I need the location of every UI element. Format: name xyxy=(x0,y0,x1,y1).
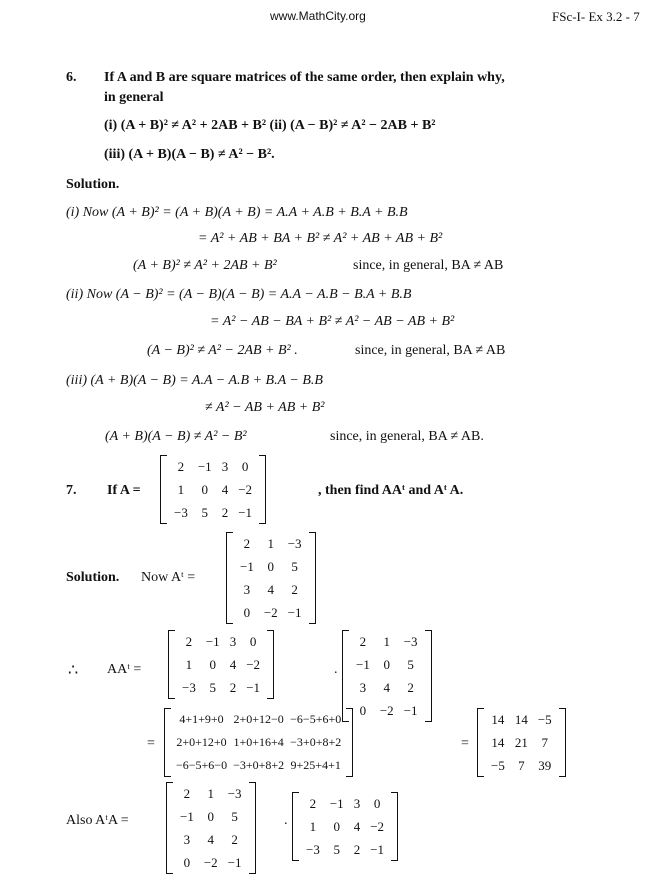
matrix-cell: 14 xyxy=(514,711,528,727)
matrix-cell: 9+25+4+1 xyxy=(290,758,341,772)
matrix-row xyxy=(175,828,247,851)
sol-i-line-1: (i) Now (A + B)² = (A + B)(A + B) = A.A + A.B + B.A + B.B xyxy=(66,205,408,220)
matrix-cell: 1+0+16+4 xyxy=(233,735,284,749)
matrix-row xyxy=(175,782,247,805)
matrix-cell: 0 xyxy=(359,702,367,718)
sol-ii-line-2: = A² − AB − BA + B² ≠ A² − AB − AB + B² xyxy=(210,314,455,329)
matrix-cell: 7 xyxy=(541,734,549,750)
matrix-cell: −1 xyxy=(197,458,212,474)
matrix-row xyxy=(235,532,307,555)
matrix-cell: −1 xyxy=(329,795,344,811)
matrix-cell: −1 xyxy=(205,633,220,649)
sol-iii-since: since, in general, BA ≠ AB. xyxy=(330,429,484,444)
matrix-cell: 2 xyxy=(353,841,361,857)
matrix-cell: 7 xyxy=(518,757,525,773)
matrix-cell: −6−5+6−0 xyxy=(176,758,228,772)
matrix-row xyxy=(235,578,307,601)
matrix-cell: 2 xyxy=(177,458,185,474)
matrix-cell: −1 xyxy=(287,604,302,620)
matrix-cell: 4+1+9+0 xyxy=(179,712,224,726)
question-number-6: 6. xyxy=(66,70,77,85)
matrix-cell: −5 xyxy=(491,757,505,773)
matrix-cell: 3 xyxy=(359,679,367,695)
matrix-row xyxy=(486,708,557,731)
matrix-cell: 14 xyxy=(491,734,505,750)
matrix-cell: −1 xyxy=(180,808,194,824)
question-6-part-iii: (iii) (A + B)(A − B) ≠ A² − B². xyxy=(104,147,275,162)
matrix-cell: −1 xyxy=(356,656,370,672)
question-number-7: 7. xyxy=(66,483,77,498)
result-matrix xyxy=(477,708,566,777)
matrix-cell: −3+0+8+2 xyxy=(290,735,342,749)
multiply-dot: . xyxy=(334,662,338,677)
matrix-cell: 2 xyxy=(229,679,237,695)
matrix-cell: 14 xyxy=(491,711,505,727)
matrix-cell: 0 xyxy=(183,854,191,870)
matrix-row xyxy=(351,630,423,653)
matrix-row xyxy=(235,601,307,624)
matrix-cell: 4 xyxy=(383,679,391,695)
matrix-cell: −2 xyxy=(370,818,385,834)
site-url[interactable]: www.MathCity.org xyxy=(270,9,366,23)
equals-sign: = xyxy=(147,736,155,751)
product-matrix-at xyxy=(342,630,432,722)
matrix-cell: 2 xyxy=(231,831,238,847)
matrix-cell: 0 xyxy=(201,481,209,497)
matrix-row xyxy=(486,754,557,777)
matrix-cell: 0 xyxy=(209,656,217,672)
also-ata-label: Also AᵗA = xyxy=(66,813,129,828)
matrix-cell: −3 xyxy=(227,785,242,801)
sol-i-line-3: (A + B)² ≠ A² + 2AB + B² xyxy=(133,258,277,273)
matrix-cell: −1 xyxy=(238,504,253,520)
matrix-cell: −2 xyxy=(238,481,253,497)
matrix-cell: 2+0+12−0 xyxy=(233,712,284,726)
matrix-cell: 1 xyxy=(267,535,275,551)
matrix-cell: −1 xyxy=(240,558,254,574)
matrix-cell: 2 xyxy=(309,795,317,811)
matrix-cell: −3 xyxy=(182,679,196,695)
matrix-cell: 2 xyxy=(185,633,193,649)
matrix-cell: 2 xyxy=(359,633,367,649)
matrix-cell: 5 xyxy=(333,841,341,857)
solution-label-7: Solution. xyxy=(66,570,120,585)
matrix-cell: 4 xyxy=(229,656,237,672)
sol-ii-line-3: (A − B)² ≠ A² − 2AB + B² . xyxy=(147,343,298,358)
sol-iii-line-2: ≠ A² − AB + AB + B² xyxy=(205,400,325,415)
matrix-row xyxy=(301,838,389,861)
matrix-row xyxy=(177,676,265,699)
multiply-dot: . xyxy=(284,813,288,828)
question-7-if: If A = xyxy=(107,483,141,498)
matrix-cell: 39 xyxy=(538,757,552,773)
matrix-row xyxy=(173,731,344,754)
matrix-cell: 2 xyxy=(243,535,251,551)
sol-iii-line-3: (A + B)(A − B) ≠ A² − B² xyxy=(105,429,247,444)
matrix-row xyxy=(177,630,265,653)
matrix-cell: −6−5+6+0 xyxy=(290,712,342,726)
matrix-cell: −3 xyxy=(306,841,320,857)
matrix-cell: 21 xyxy=(514,734,528,750)
solution-label: Solution. xyxy=(66,177,120,192)
matrix-cell: 3 xyxy=(221,458,229,474)
matrix-cell: 5 xyxy=(209,679,217,695)
matrix-cell: 0 xyxy=(333,818,341,834)
matrix-cell: 2 xyxy=(407,679,414,695)
therefore-symbol: ∴ xyxy=(68,662,79,679)
matrix-cell: 1 xyxy=(207,785,215,801)
matrix-cell: 2 xyxy=(291,581,298,597)
question-6-text-2: in general xyxy=(104,90,164,105)
sol-ii-line-1: (ii) Now (A − B)² = (A − B)(A − B) = A.A − A.B − B.A + B.B xyxy=(66,287,412,302)
matrix-row xyxy=(173,754,344,777)
matrix-row xyxy=(177,653,265,676)
aat-label: AAᵗ = xyxy=(107,662,142,677)
matrix-a-second xyxy=(292,792,398,861)
matrix-row xyxy=(173,708,344,731)
matrix-row xyxy=(301,792,389,815)
matrix-cell: −1 xyxy=(227,854,242,870)
equals-sign: = xyxy=(461,736,469,751)
matrix-cell: 2+0+12+0 xyxy=(176,735,227,749)
matrix-row xyxy=(301,815,389,838)
matrix-row xyxy=(169,501,257,524)
sol-iii-line-1: (iii) (A + B)(A − B) = A.A − A.B + B.A − B.B xyxy=(66,373,323,388)
matrix-cell: 5 xyxy=(407,656,414,672)
question-6-text: If A and B are square matrices of the same order, then explain why, xyxy=(104,70,505,85)
page-reference: FSc-I- Ex 3.2 - 7 xyxy=(552,9,640,24)
matrix-row xyxy=(351,653,423,676)
expanded-product-matrix xyxy=(164,708,353,777)
matrix-cell: −3 xyxy=(403,633,418,649)
sol-ii-since: since, in general, BA ≠ AB xyxy=(355,343,506,358)
matrix-cell: 0 xyxy=(267,558,275,574)
matrix-row xyxy=(175,851,247,874)
matrix-cell: 4 xyxy=(221,481,229,497)
matrix-cell: 0 xyxy=(373,795,381,811)
matrix-cell: −5 xyxy=(537,711,552,727)
matrix-cell: 3 xyxy=(353,795,361,811)
matrix-cell: −1 xyxy=(403,702,418,718)
matrix-cell: 0 xyxy=(207,808,215,824)
matrix-row xyxy=(175,805,247,828)
matrix-row xyxy=(351,676,423,699)
matrix-row xyxy=(486,731,557,754)
matrix-cell: 0 xyxy=(241,458,249,474)
matrix-cell: 3 xyxy=(229,633,237,649)
matrix-cell: 3 xyxy=(243,581,251,597)
matrix-cell: 0 xyxy=(383,656,391,672)
matrix-row xyxy=(169,478,257,501)
matrix-a xyxy=(160,455,266,524)
matrix-cell: 2 xyxy=(183,785,191,801)
matrix-cell: −3 xyxy=(174,504,188,520)
matrix-cell: 1 xyxy=(177,481,185,497)
matrix-cell: −2 xyxy=(263,604,278,620)
matrix-cell: 3 xyxy=(183,831,191,847)
matrix-cell: 5 xyxy=(291,558,298,574)
matrix-cell: −3+0+8+2 xyxy=(233,758,285,772)
matrix-cell: 4 xyxy=(353,818,361,834)
question-6-parts: (i) (A + B)² ≠ A² + 2AB + B² (ii) (A − B)² ≠ A² − 2AB + B² xyxy=(104,118,436,133)
matrix-cell: 1 xyxy=(185,656,193,672)
matrix-cell: 4 xyxy=(267,581,275,597)
matrix-cell: 0 xyxy=(249,633,257,649)
matrix-cell: 4 xyxy=(207,831,215,847)
matrix-row xyxy=(169,455,257,478)
sol-i-since: since, in general, BA ≠ AB xyxy=(353,258,504,273)
now-at-label: Now Aᵗ = xyxy=(141,570,196,585)
matrix-cell: 1 xyxy=(309,818,317,834)
matrix-cell: −2 xyxy=(246,656,261,672)
matrix-cell: −3 xyxy=(287,535,302,551)
matrix-cell: 0 xyxy=(243,604,251,620)
matrix-row xyxy=(235,555,307,578)
matrix-row xyxy=(351,699,423,722)
matrix-cell: −2 xyxy=(203,854,218,870)
matrix-cell: 5 xyxy=(201,504,209,520)
matrix-cell: 2 xyxy=(221,504,229,520)
sol-i-line-2: = A² + AB + BA + B² ≠ A² + AB + AB + B² xyxy=(198,231,443,246)
matrix-cell: 1 xyxy=(383,633,391,649)
matrix-at-second xyxy=(166,782,256,874)
question-7-then: , then find AAᵗ and Aᵗ A. xyxy=(318,483,464,498)
matrix-a-transpose xyxy=(226,532,316,624)
matrix-cell: −2 xyxy=(379,702,394,718)
product-matrix-a xyxy=(168,630,274,699)
matrix-cell: −1 xyxy=(246,679,261,695)
matrix-cell: 5 xyxy=(231,808,238,824)
matrix-cell: −1 xyxy=(370,841,385,857)
